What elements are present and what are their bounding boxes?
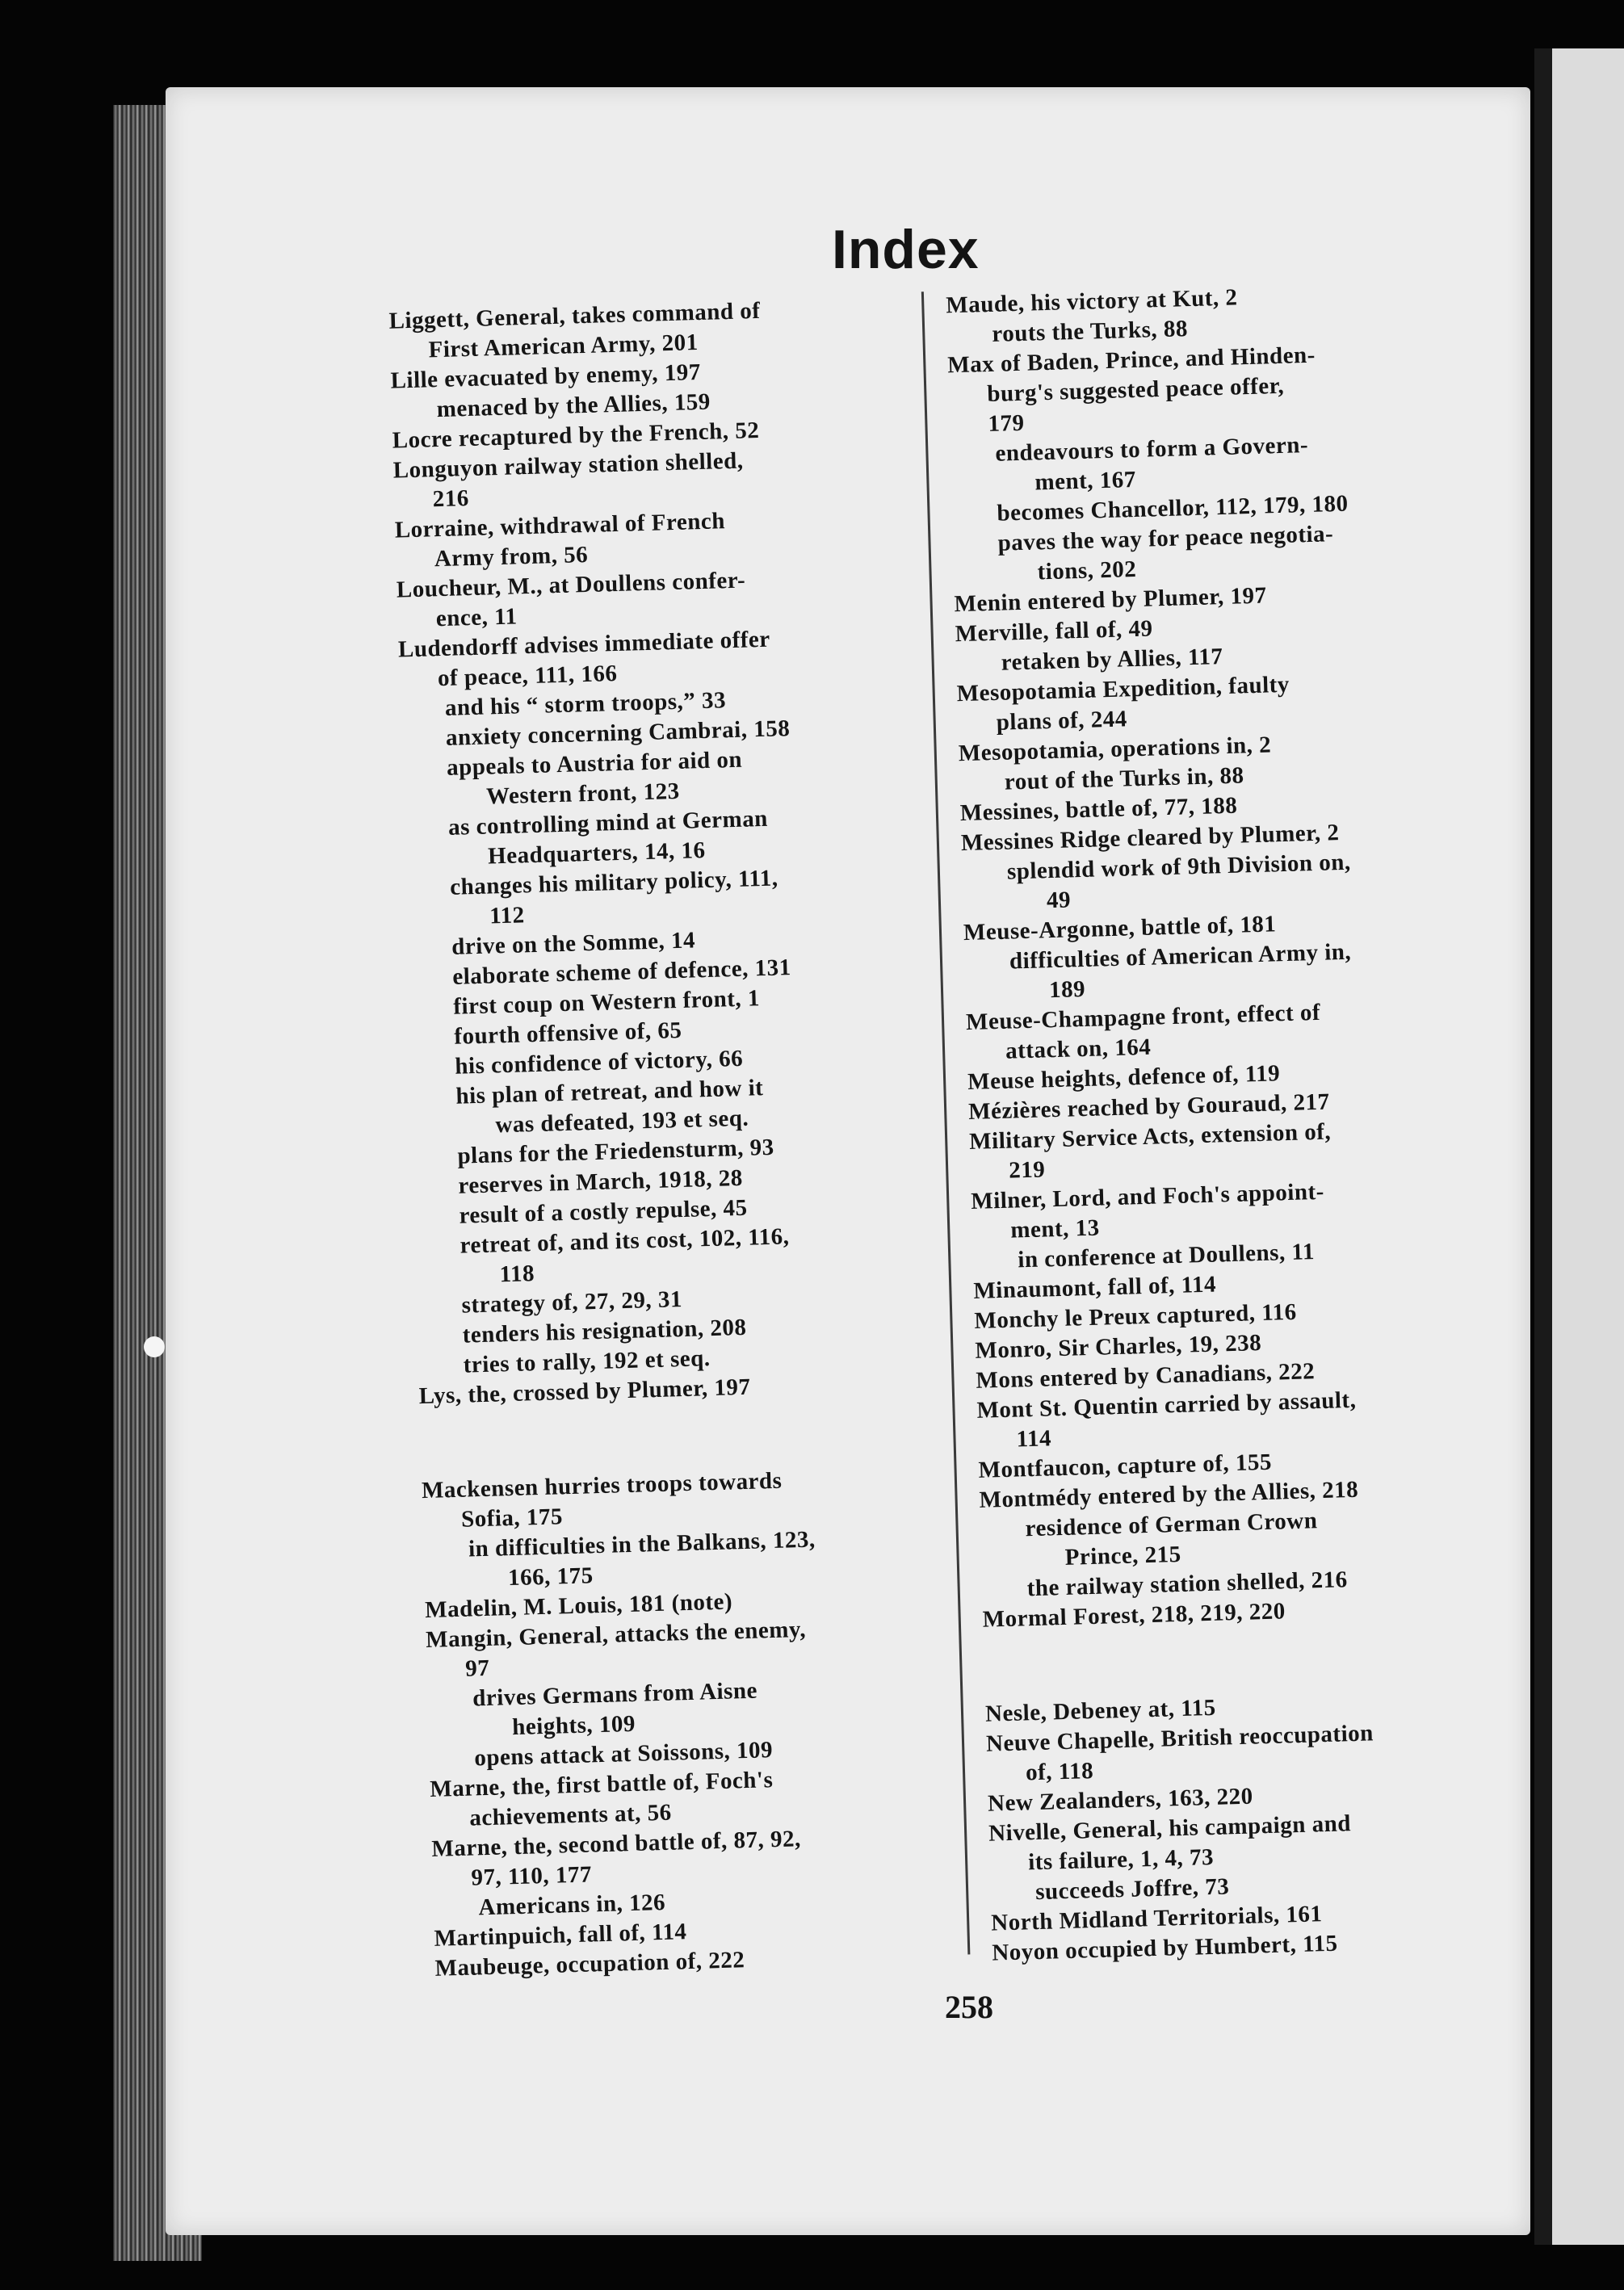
index-entry-line: appeals to Austria for aid on: [446, 746, 743, 781]
index-entry-line: drives Germans from Aisne: [472, 1677, 758, 1712]
index-entry-line: fourth offensive of, 65: [453, 1017, 682, 1050]
index-entry-line: Minaumont, fall of, 114: [972, 1271, 1217, 1304]
index-entry-line: Max of Baden, Prince, and Hinden-: [946, 342, 1316, 379]
index-entry-line: anxiety concerning Cambrai, 158: [445, 715, 791, 751]
index-entry-line: Messines, battle of, 77, 188: [959, 792, 1238, 827]
index-column-right: [946, 276, 1534, 1969]
index-entry-line: Military Service Acts, extension of,: [968, 1118, 1332, 1155]
index-entry-line: Mont St. Quentin carried by assault,: [976, 1386, 1357, 1424]
index-entry-line: 219: [1008, 1156, 1046, 1184]
index-entry-line: Meuse-Argonne, battle of, 181: [963, 911, 1277, 946]
index-entry-line: Noyon occupied by Humbert, 115: [991, 1930, 1338, 1966]
index-entry-line: 97, 110, 177: [471, 1861, 593, 1891]
index-entry-line: Ludendorff advises immediate offer: [397, 626, 771, 663]
index-entry-line: Neuve Chapelle, British reoccupation: [985, 1720, 1374, 1757]
index-entry-line: Mackensen hurries troops towards: [421, 1467, 783, 1504]
index-entry-line: Mangin, General, attacks the enemy,: [425, 1616, 807, 1654]
index-entry-line: 49: [1046, 887, 1072, 914]
index-entry-line: Montmédy entered by the Allies, 218: [979, 1476, 1359, 1513]
facing-page-edge: [1534, 48, 1624, 2245]
index-entry-line: drive on the Somme, 14: [451, 927, 696, 960]
index-entry-line: rout of the Turks in, 88: [1004, 762, 1244, 795]
index-entry-line: 189: [1048, 975, 1086, 1004]
index-entry-line: burg's suggested peace offer,: [986, 372, 1285, 408]
index-entry-line: Messines Ridge cleared by Plumer, 2: [960, 820, 1340, 857]
index-entry-line: 118: [499, 1260, 535, 1288]
index-entry-line: Martinpuich, fall of, 114: [434, 1919, 687, 1952]
index-entry-line: 166, 175: [507, 1562, 594, 1592]
index-entry-line: 112: [489, 902, 526, 929]
index-entry-line: reserves in March, 1918, 28: [458, 1164, 744, 1199]
index-entry-line: Americans in, 126: [478, 1889, 666, 1921]
index-entry-line: of peace, 111, 166: [437, 660, 618, 692]
index-entry-line: elaborate scheme of defence, 131: [451, 954, 792, 990]
index-entry-line: his plan of retreat, and how it: [455, 1075, 764, 1109]
index-entry-line: North Midland Territorials, 161: [990, 1901, 1323, 1936]
index-entry-line: of, 118: [1025, 1758, 1094, 1786]
index-entry-line: attack on, 164: [1005, 1034, 1152, 1064]
index-entry-line: Menin entered by Plumer, 197: [954, 582, 1267, 618]
index-entry-line: Sofia, 175: [460, 1504, 564, 1533]
index-entry-line: ence, 11: [435, 603, 518, 632]
index-entry-line: heights, 109: [511, 1710, 636, 1741]
index-entry-line: Mézières reached by Gouraud, 217: [967, 1088, 1330, 1126]
index-entry-line: Lorraine, withdrawal of French: [394, 508, 726, 543]
index-entry-line: its failure, 1, 4, 73: [1027, 1843, 1215, 1876]
page-title: Index: [832, 219, 980, 280]
index-entry-line: becomes Chancellor, 112, 179, 180: [997, 490, 1349, 526]
index-entry-line: 216: [432, 485, 470, 513]
index-entry-line: Marne, the, first battle of, Foch's: [429, 1767, 774, 1802]
index-entry-line: strategy of, 27, 29, 31: [461, 1286, 683, 1319]
index-entry-line: Lys, the, crossed by Plumer, 197: [418, 1374, 751, 1410]
index-entry-line: Liggett, General, takes command of: [388, 297, 761, 334]
index-entry-line: the railway station shelled, 216: [1026, 1567, 1349, 1602]
index-entry-line: tions, 202: [1037, 556, 1137, 585]
index-column-left: [388, 292, 936, 1984]
index-entry-line: as controlling mind at German: [447, 805, 769, 841]
index-entry-line: changes his military policy, 111,: [449, 865, 778, 900]
index-entry-line: Mormal Forest, 218, 219, 220: [982, 1598, 1286, 1633]
index-entry-line: succeeds Joffre, 73: [1034, 1873, 1230, 1906]
index-entry-line: retaken by Allies, 117: [1001, 644, 1223, 676]
index-entry-line: Madelin, M. Louis, 181 (note): [424, 1588, 733, 1624]
index-entry-line: Merville, fall of, 49: [955, 615, 1153, 648]
index-entry-line: endeavours to form a Govern-: [995, 431, 1309, 467]
index-entry-line: ment, 13: [1009, 1214, 1101, 1244]
index-entry-line: Army from, 56: [434, 541, 589, 572]
index-entry-line: tries to rally, 192 et seq.: [463, 1345, 711, 1378]
index-entry-line: Milner, Lord, and Foch's appoint-: [970, 1178, 1325, 1214]
index-entry-line: 97: [464, 1655, 490, 1682]
index-entry-line: Monchy le Preux captured, 116: [974, 1298, 1298, 1334]
index-entry-line: and his “ storm troops,” 33: [444, 687, 727, 721]
index-entry-line: Mons entered by Canadians, 222: [976, 1358, 1316, 1394]
index-entry-line: Meuse heights, defence of, 119: [967, 1060, 1281, 1096]
index-entry-line: Loucheur, M., at Doullens confer-: [396, 567, 746, 603]
index-entry-line: Maubeuge, occupation of, 222: [434, 1947, 745, 1982]
index-entry-line: Prince, 215: [1064, 1541, 1182, 1571]
index-body: [380, 243, 1542, 2018]
index-entry-line: routs the Turks, 88: [991, 316, 1189, 347]
index-entry-line: menaced by the Allies, 159: [436, 388, 711, 423]
index-entry-line: New Zealanders, 163, 220: [987, 1783, 1254, 1817]
index-entry-line: Lille evacuated by enemy, 197: [390, 359, 702, 394]
index-entry-line: Nesle, Debeney at, 115: [984, 1694, 1217, 1727]
index-entry-line: difficulties of American Army in,: [1009, 938, 1352, 975]
index-entry-line: Locre recaptured by the French, 52: [392, 417, 760, 454]
index-entry-line: in difficulties in the Balkans, 123,: [468, 1526, 816, 1562]
index-entry-line: plans of, 244: [996, 706, 1128, 736]
index-entry-line: 179: [988, 409, 1025, 438]
index-entry-line: Mesopotamia, operations in, 2: [958, 732, 1272, 767]
index-entry-line: Headquarters, 14, 16: [487, 837, 706, 870]
index-entry: [947, 336, 1491, 441]
index-entry-line: Meuse-Champagne front, effect of: [965, 999, 1321, 1036]
index-entry-line: was defeated, 193 et seq.: [495, 1105, 749, 1139]
binding-hole: [144, 1336, 165, 1357]
index-entry-line: residence of German Crown: [1025, 1508, 1318, 1542]
index-entry-line: retreat of, and its cost, 102, 116,: [460, 1223, 790, 1259]
index-entry-line: 114: [1016, 1425, 1052, 1453]
index-entry-line: Monro, Sir Charles, 19, 238: [975, 1330, 1262, 1364]
index-entry-line: his confidence of victory, 66: [454, 1045, 744, 1080]
index-entry-line: achievements at, 56: [468, 1799, 673, 1831]
index-entry-line: result of a costly repulse, 45: [459, 1194, 748, 1229]
index-entry-line: Montfaucon, capture of, 155: [978, 1449, 1273, 1483]
index-entry-line: First American Army, 201: [428, 329, 699, 363]
index-entry-line: Western front, 123: [485, 778, 681, 810]
index-entry-line: in conference at Doullens, 11: [1017, 1239, 1316, 1273]
index-entry-line: Maude, his victory at Kut, 2: [945, 284, 1238, 319]
index-entry-line: opens attack at Soissons, 109: [473, 1737, 774, 1772]
index-entry-line: tenders his resignation, 208: [462, 1314, 747, 1348]
index-entry-line: Longuyon railway station shelled,: [392, 447, 744, 484]
index-entry-line: Marne, the, second battle of, 87, 92,: [431, 1826, 802, 1862]
index-entry-line: ment, 167: [1034, 466, 1137, 496]
page-number: 258: [945, 1989, 993, 2025]
index-entry-line: splendid work of 9th Division on,: [1006, 849, 1352, 885]
index-entry-line: plans for the Friedensturm, 93: [457, 1134, 775, 1169]
index-entry-line: Nivelle, General, his campaign and: [988, 1810, 1352, 1847]
index-entry-line: paves the way for peace negotia-: [997, 521, 1334, 556]
index-entry-line: first coup on Western front, 1: [452, 985, 761, 1020]
index-entry-line: Mesopotamia Expedition, faulty: [956, 671, 1290, 707]
